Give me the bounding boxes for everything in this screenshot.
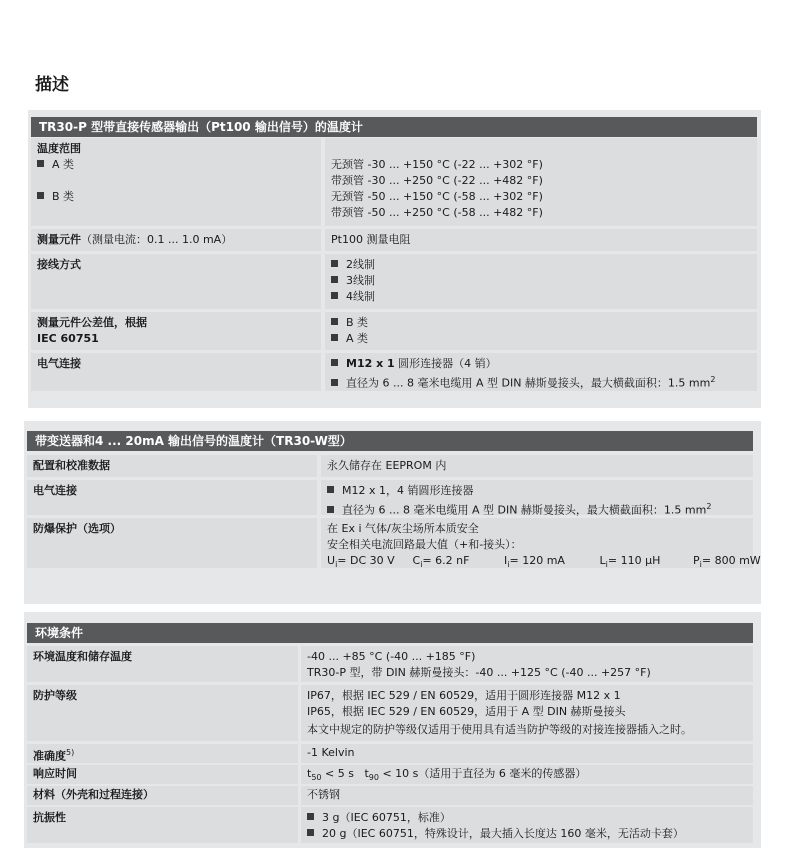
element-value: Pt100 测量电阻	[331, 233, 411, 246]
wiring-label: 接线方式	[37, 258, 81, 271]
wiring-item: 2线制	[346, 258, 375, 271]
bullet-icon	[331, 260, 338, 267]
ambient-value: -40 ... +85 °C (-40 ... +185 °F)	[307, 650, 476, 663]
element-label: 测量元件	[37, 233, 81, 246]
vibration-label: 抗振性	[33, 811, 66, 824]
footnote-marker: 5)	[66, 748, 75, 757]
temp-value: 带颈管 -30 ... +250 °C (-22 ... +482 °F)	[331, 174, 543, 187]
bullet-icon	[331, 292, 338, 299]
row-material	[27, 786, 753, 805]
page-title: 描述	[35, 75, 69, 95]
accuracy-label: 准确度	[33, 749, 66, 763]
vibration-item: 20 g（IEC 60751，特殊设计，最大插入长度达 160 毫米，无活动卡套）	[307, 826, 753, 842]
ip-note: 本文中规定的防护等级仅适用于使用具有适当防护等级的对接连接器插入之时。	[307, 723, 692, 736]
tolerance-item: B 类	[346, 316, 369, 329]
row-element	[31, 229, 757, 251]
ex-values	[327, 553, 761, 573]
temp-value: 无颈管 -30 ... +150 °C (-22 ... +302 °F)	[331, 158, 543, 171]
material-value: 不锈钢	[307, 788, 340, 801]
section-3-header: 环境条件	[27, 623, 753, 643]
bullet-icon	[327, 486, 334, 493]
ex-line: 在 Ex i 气体/灰尘场所本质安全	[327, 522, 479, 535]
ip-line: IP67，根据 IEC 529 / EN 60529，适用于圆形连接器 M12 x 1	[307, 689, 621, 702]
wiring-item: 4线制	[346, 290, 375, 303]
wiring-item: 3线制	[346, 274, 375, 287]
row-vibration	[27, 807, 753, 843]
ex-line: 安全相关电流回路最大值（+和-接头）：	[327, 538, 522, 551]
tolerance-item: A 类	[346, 332, 369, 345]
electrical-item: M12 x 1 圆形连接器（4 销）	[331, 356, 757, 372]
li-value: $L_i= 110$ μH	[599, 554, 661, 570]
bullet-icon	[331, 276, 338, 283]
bullet-icon	[331, 379, 338, 386]
electrical-label: 电气连接	[33, 484, 77, 497]
electrical-item: 直径为 6 ... 8 毫米电缆用 A 型 DIN 赫斯曼接头，最大横截面积：1.5 $mm^2$	[327, 499, 753, 519]
row-accuracy	[27, 744, 753, 763]
row-ip	[27, 685, 753, 741]
electrical-item: M12 x 1，4 销圆形连接器	[327, 483, 753, 499]
vibration-item: 3 g（IEC 60751，标准）	[307, 810, 753, 826]
temp-range-label: 温度范围	[37, 142, 81, 155]
row-response	[27, 765, 753, 784]
ci-value: $C_i= 6.2$ nF	[412, 554, 470, 570]
class-a-label: A 类	[37, 157, 321, 173]
row-wiring	[31, 254, 757, 309]
ii-value: $I_i= 120$ mA	[504, 554, 565, 570]
ex-protection-label: 防爆保护（选项）	[33, 522, 121, 535]
bullet-icon	[331, 318, 338, 325]
class-b-label: B 类	[37, 189, 321, 205]
bullet-icon	[327, 506, 334, 513]
bullet-icon	[37, 192, 44, 199]
element-note: （测量电流：0.1 ... 1.0 mA）	[81, 233, 233, 246]
row-electrical	[31, 353, 757, 391]
electrical-item: 直径为 6 ... 8 毫米电缆用 A 型 DIN 赫斯曼接头，最大横截面积：1.5 $mm^2$	[331, 372, 757, 392]
ui-value: $U_i=$ DC 30 V	[327, 554, 395, 570]
bullet-icon	[331, 334, 338, 341]
row-electrical-2	[27, 480, 753, 515]
tolerance-label: 测量元件公差值，根据	[37, 316, 147, 329]
response-value: $t_{50} < 5$ s $t_{90} < 10$ s（适用于直径为 6 毫米的传感器）	[307, 767, 587, 783]
config-value: 永久储存在 EEPROM 内	[327, 459, 447, 472]
bullet-icon	[307, 829, 314, 836]
row-ex-protection	[27, 518, 761, 570]
temp-value: 带颈管 -50 ... +250 °C (-58 ... +482 °F)	[331, 206, 543, 219]
response-label: 响应时间	[33, 767, 77, 780]
config-label: 配置和校准数据	[33, 459, 110, 472]
bullet-icon	[37, 160, 44, 167]
ip-line: IP65，根据 IEC 529 / EN 60529，适用于 A 型 DIN 赫斯曼接头	[307, 705, 626, 718]
row-config	[27, 455, 753, 477]
ip-label: 防护等级	[33, 689, 77, 702]
row-temp-range	[31, 138, 757, 226]
tolerance-standard: IEC 60751	[37, 332, 99, 345]
temp-value: 无颈管 -50 ... +150 °C (-58 ... +302 °F)	[331, 190, 543, 203]
ambient-value: TR30-P 型，带 DIN 赫斯曼接头：-40 ... +125 °C (-40 ... +257 °F)	[307, 666, 651, 679]
section-2-header: 带变送器和4 ... 20mA 输出信号的温度计（TR30-W型）	[27, 431, 753, 451]
row-ambient	[27, 646, 753, 682]
accuracy-value: -1 Kelvin	[307, 746, 355, 759]
ambient-label: 环境温度和储存温度	[33, 650, 132, 663]
material-label: 材料（外壳和过程连接）	[33, 788, 154, 801]
row-tolerance	[31, 312, 757, 350]
pi-value: $P_i= 800$ mW	[693, 554, 761, 570]
bullet-icon	[307, 813, 314, 820]
bullet-icon	[331, 359, 338, 366]
section-1-header: TR30-P 型带直接传感器输出（Pt100 输出信号）的温度计	[31, 117, 757, 137]
electrical-label: 电气连接	[37, 357, 81, 370]
